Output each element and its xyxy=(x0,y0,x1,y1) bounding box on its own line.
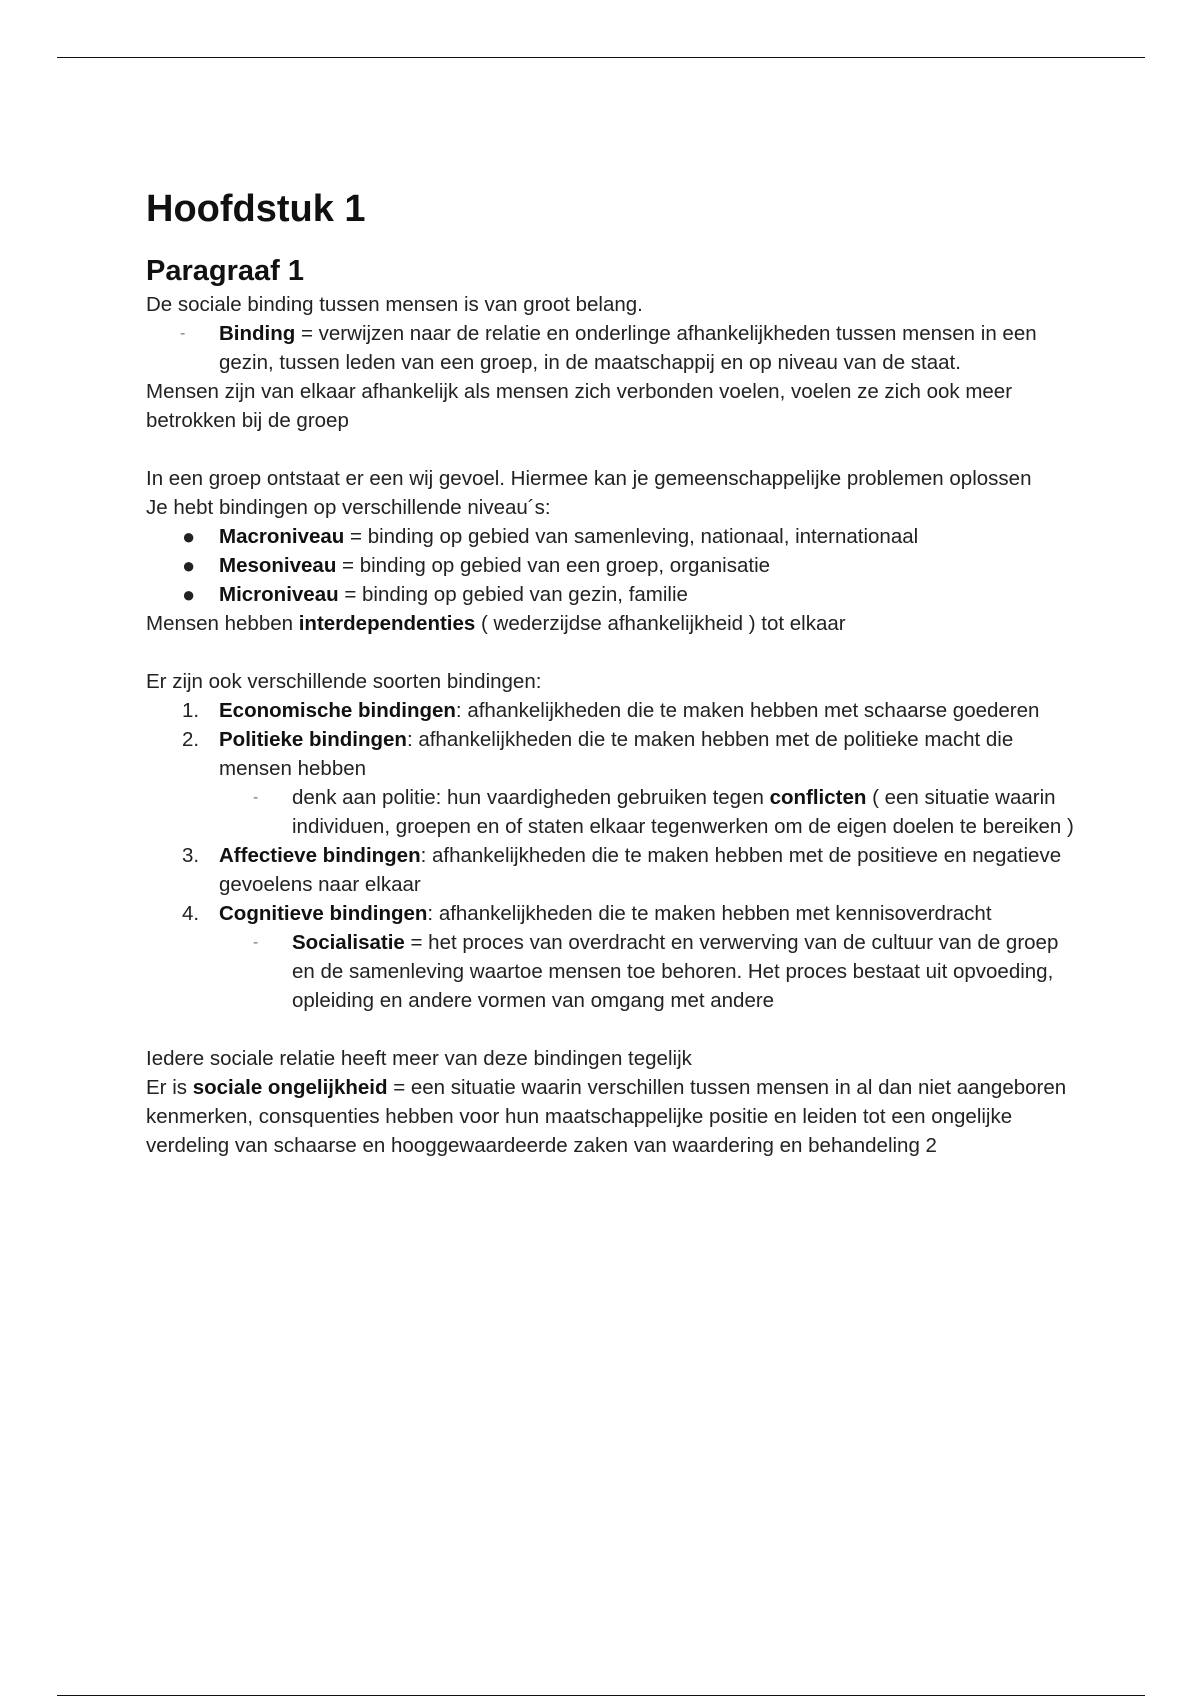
definition: : afhankelijkheden die te maken hebben met kennisoverdracht xyxy=(427,902,992,925)
dash-bullet-icon: - xyxy=(253,789,259,806)
term: sociale ongelijkheid xyxy=(192,1076,388,1099)
bullet-icon: ● xyxy=(182,524,196,549)
list-item xyxy=(146,522,1076,551)
definition: = binding op gebied van gezin, familie xyxy=(338,583,688,606)
text: ( een situatie waarin individuen, groepen en of staten elkaar tegenwerken om de eigen doelen te bereiken ) xyxy=(292,786,1074,838)
list-item xyxy=(146,899,1076,928)
bullet-icon: ● xyxy=(182,553,196,578)
blank-line xyxy=(146,1015,1076,1044)
document-page xyxy=(146,186,1076,1160)
dash-bullet-icon: - xyxy=(253,934,259,951)
types-list xyxy=(146,696,1076,1015)
paragraph: Er zijn ook verschillende soorten bindingen: xyxy=(146,670,542,693)
list-number: 4. xyxy=(182,902,200,925)
list-item xyxy=(146,319,1076,377)
term: Affectieve bindingen xyxy=(219,844,421,867)
list-item xyxy=(146,725,1076,783)
intro-paragraph: De sociale binding tussen mensen is van groot belang. xyxy=(146,293,643,316)
term: interdependenties xyxy=(298,612,476,635)
term: Macroniveau xyxy=(219,525,345,548)
text: Mensen hebben xyxy=(146,612,299,635)
text: denk aan politie: hun vaardigheden gebruiken tegen xyxy=(292,786,770,809)
bullet-icon: ● xyxy=(182,582,196,607)
definition: = verwijzen naar de relatie en onderlinge afhankelijkheden tussen mensen in een gezin, tussen leden van een groep, in de maatschappij en op niveau van de staat. xyxy=(219,322,1037,374)
list-item xyxy=(146,841,1076,899)
definition: : afhankelijkheden die te maken hebben met de positieve en negatieve gevoelens naar elkaar xyxy=(219,844,1062,896)
list-item xyxy=(146,580,1076,609)
paragraph xyxy=(146,609,1076,638)
term: Microniveau xyxy=(219,583,339,606)
text: ( wederzijdse afhankelijkheid ) tot elkaar xyxy=(475,612,846,635)
text: Er is xyxy=(146,1076,193,1099)
term: Mesoniveau xyxy=(219,554,337,577)
binding-list xyxy=(146,319,1076,377)
paragraph: Mensen zijn van elkaar afhankelijk als mensen zich verbonden voelen, voelen ze zich ook meer betrokken bij de groep xyxy=(146,380,1013,432)
list-number: 1. xyxy=(182,699,200,722)
paragraph xyxy=(146,1073,1076,1160)
term: Binding xyxy=(219,322,296,345)
paragraph: In een groep ontstaat er een wij gevoel. Hiermee kan je gemeenschappelijke problemen oplossen xyxy=(146,467,1032,490)
header-rule xyxy=(57,57,1145,58)
list-item xyxy=(146,783,1076,841)
list-item xyxy=(146,696,1076,725)
paragraph: Iedere sociale relatie heeft meer van deze bindingen tegelijk xyxy=(146,1047,692,1070)
list-item xyxy=(146,551,1076,580)
term: Politieke bindingen xyxy=(219,728,407,751)
list-number: 2. xyxy=(182,728,200,751)
blank-line xyxy=(146,435,1076,464)
section-heading: Paragraaf 1 xyxy=(146,255,304,287)
list-number: 3. xyxy=(182,844,200,867)
definition: = het proces van overdracht en verwerving van de cultuur van de groep en de samenleving waartoe mensen toe behoren. Het proces bestaat uit opvoeding, opleiding en andere vormen van omgang met andere xyxy=(292,931,1059,1012)
footer-rule xyxy=(57,1695,1145,1696)
definition: = binding op gebied van een groep, organisatie xyxy=(336,554,771,577)
chapter-heading: Hoofdstuk 1 xyxy=(146,188,366,230)
dash-bullet-icon: - xyxy=(180,325,186,342)
definition: = binding op gebied van samenleving, nationaal, internationaal xyxy=(344,525,919,548)
term: Cognitieve bindingen xyxy=(219,902,428,925)
list-item xyxy=(146,928,1076,1015)
blank-line xyxy=(146,638,1076,667)
definition: : afhankelijkheden die te maken hebben met schaarse goederen xyxy=(455,699,1040,722)
definition: : afhankelijkheden die te maken hebben met de politieke macht die mensen hebben xyxy=(219,728,1014,780)
term: Socialisatie xyxy=(292,931,405,954)
paragraph: Je hebt bindingen op verschillende niveau´s: xyxy=(146,496,551,519)
levels-list xyxy=(146,522,1076,609)
term: Economische bindingen xyxy=(219,699,456,722)
term: conflicten xyxy=(769,786,867,809)
text: = een situatie waarin verschillen tussen mensen in al dan niet aangeboren kenmerken, consquenties hebben voor hun maatschappelijke positie en leiden tot een ongelijke verdeling van schaarse en hooggewaardeerde zaken van waardering en behandeling 2 xyxy=(146,1076,1067,1157)
